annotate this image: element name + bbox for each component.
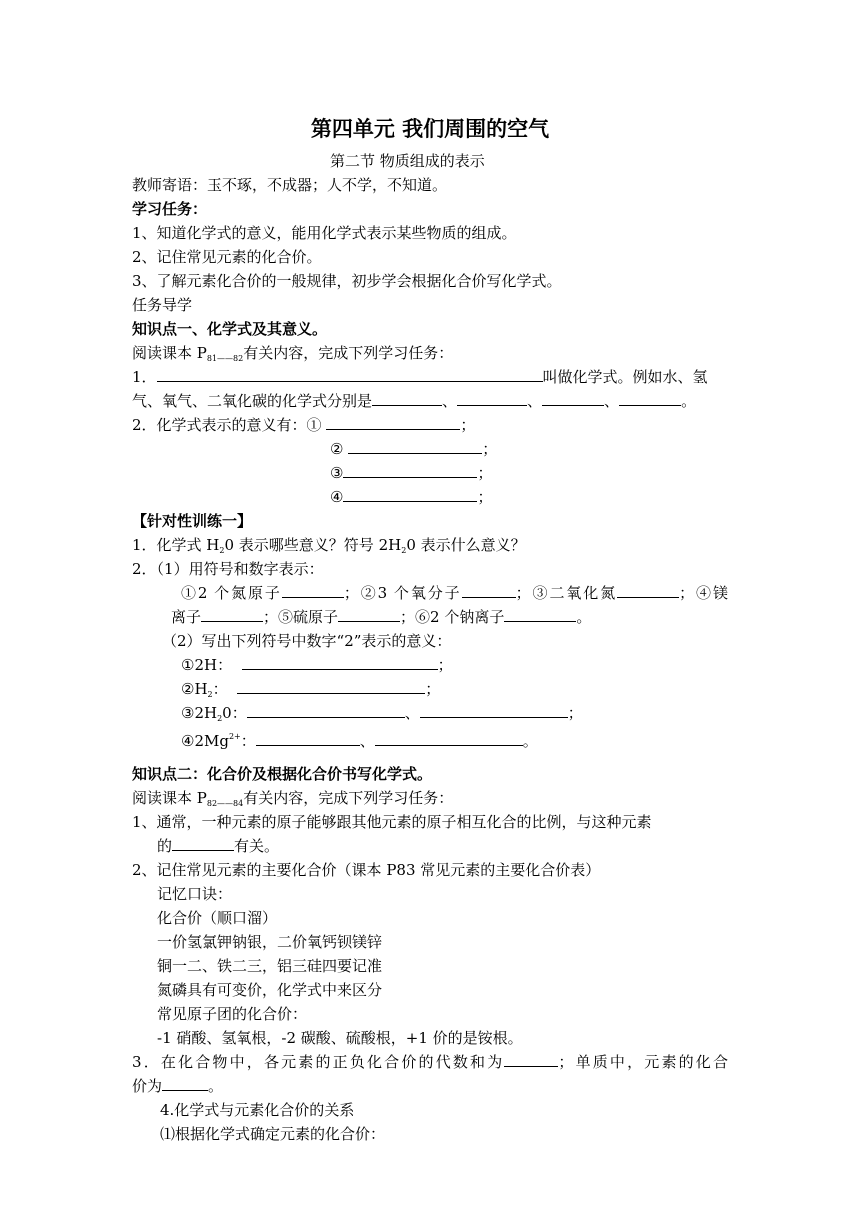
separator: 、 <box>404 704 420 722</box>
question-text: 气、氧气、二氧化碳的化学式分别是 <box>132 392 373 410</box>
item-text: ： <box>212 680 228 698</box>
question-text: 1．化学式 H <box>132 536 220 554</box>
reading-suffix: 有关内容，完成下列学习任务： <box>243 344 454 362</box>
kp2-question-3 <box>132 1051 728 1073</box>
tasks-heading: 学习任务： <box>132 200 208 218</box>
superscript: 2+ <box>228 732 241 741</box>
drill1-question-2: 2．（1）用符号和数字表示： <box>132 560 324 578</box>
question-number: 1． <box>132 368 157 386</box>
item-text: ①2 个氮原子 <box>181 584 282 602</box>
mnemonic-line: 记忆口诀： <box>157 885 233 903</box>
teacher-motto: 教师寄语：玉不琢，不成器；人不学，不知道。 <box>132 176 448 194</box>
answer-blank[interactable] <box>504 1051 558 1067</box>
answer-blank[interactable] <box>172 835 234 851</box>
item-text: ；⑥2 个钠离子 <box>400 608 505 626</box>
item-text: ；⑤硫原子 <box>263 608 339 626</box>
period: 。 <box>576 608 592 626</box>
question-text: 叫做化学式。例如水、氢 <box>542 368 708 386</box>
kp2-heading: 知识点二：化合价及根据化合价书写化学式。 <box>132 765 433 783</box>
answer-blank[interactable] <box>157 366 543 382</box>
drill1-symbol-line-2 <box>171 606 591 628</box>
item-text: ；③二氧化氮 <box>515 584 618 602</box>
item-text: ；②3 个氧分子 <box>343 584 462 602</box>
semicolon: ； <box>425 680 441 698</box>
page-range: 82——84 <box>206 799 244 808</box>
answer-blank[interactable] <box>420 702 568 718</box>
kp2-question-1-cont <box>157 835 279 857</box>
semicolon: ； <box>460 416 476 434</box>
semicolon: ； <box>482 440 498 458</box>
drill1-part-2: （2）写出下列符号中数字“2”表示的意义： <box>162 632 452 650</box>
item-mark: ① <box>306 416 322 434</box>
item-text: ②H <box>181 680 208 698</box>
mnemonic-line: 铜一二、铁二三，铝三硅四要记准 <box>157 957 383 975</box>
mnemonic-line: -1 硝酸、氢氧根，-2 碳酸、硫酸根，+1 价的是铵根。 <box>157 1029 523 1047</box>
question-text: 2．化学式表示的意义有： <box>132 416 307 434</box>
item-text: ： <box>240 732 256 750</box>
page-title: 第四单元 我们周围的空气 <box>310 117 550 141</box>
task-item: 1、知道化学式的意义，能用化学式表示某些物质的组成。 <box>132 224 517 242</box>
item-text: 离子 <box>171 608 202 626</box>
answer-blank[interactable] <box>504 606 576 622</box>
answer-blank[interactable] <box>256 730 360 746</box>
section-subtitle: 第二节 物质组成的表示 <box>330 152 485 170</box>
answer-blank[interactable] <box>282 582 344 598</box>
semicolon: ； <box>437 656 453 674</box>
mnemonic-line: 化合价（顺口溜） <box>157 909 278 927</box>
mnemonic-line: 常见原子团的化合价： <box>157 1005 308 1023</box>
kp1-meaning-2 <box>330 438 497 460</box>
separator: 、 <box>604 392 620 410</box>
item-mark: ③ <box>330 464 344 482</box>
subscript: 2 <box>217 714 223 723</box>
question-text: ；单质中，元素的化合 <box>558 1053 728 1071</box>
answer-blank[interactable] <box>372 390 442 406</box>
answer-blank[interactable] <box>617 582 679 598</box>
answer-blank[interactable] <box>462 582 516 598</box>
task-item: 2、记住常见元素的化合价。 <box>132 248 322 266</box>
period: 。 <box>208 1077 224 1095</box>
kp2-question-2: 2、记住常见元素的主要化合价（课本 P83 常见元素的主要化合价表） <box>132 861 601 879</box>
guide-label: 任务导学 <box>132 296 193 314</box>
drill1-item-2h <box>181 654 453 676</box>
kp1-meaning-3 <box>330 462 492 484</box>
answer-blank[interactable] <box>343 486 477 502</box>
answer-blank[interactable] <box>619 390 681 406</box>
kp1-question-1 <box>132 366 708 388</box>
item-text: ③2H <box>181 704 218 722</box>
subscript: 2 <box>401 546 407 555</box>
drill1-item-2mg <box>181 726 538 752</box>
kp2-question-3-cont <box>132 1075 223 1097</box>
item-text: 0： <box>222 704 247 722</box>
period: 。 <box>522 732 538 750</box>
item-mark: ② <box>330 440 344 458</box>
answer-blank[interactable] <box>542 390 604 406</box>
item-text: ①2H： <box>181 656 233 674</box>
reading-prefix: 阅读课本 P <box>132 344 207 362</box>
kp1-heading: 知识点一、化学式及其意义。 <box>132 320 328 338</box>
separator: 、 <box>359 732 375 750</box>
reading-suffix: 有关内容，完成下列学习任务： <box>243 789 454 807</box>
answer-blank[interactable] <box>457 390 527 406</box>
kp1-meaning-4 <box>330 486 492 508</box>
reading-prefix: 阅读课本 P <box>132 789 207 807</box>
question-text: 3．在化合物中，各元素的正负化合价的代数和为 <box>132 1053 505 1071</box>
kp2-question-1: 1、通常，一种元素的原子能够跟其他元素的原子相互化合的比例，与这种元素 <box>132 813 652 831</box>
answer-blank[interactable] <box>201 606 263 622</box>
semicolon: ； <box>477 464 493 482</box>
item-text: ；④镁 <box>679 584 728 602</box>
answer-blank[interactable] <box>326 414 460 430</box>
kp2-question-4: 4.化学式与元素化合价的关系 <box>160 1101 355 1119</box>
mnemonic-line: 氮磷具有可变价，化学式中来区分 <box>157 981 383 999</box>
separator: 、 <box>527 392 543 410</box>
question-text: 的 <box>157 837 173 855</box>
kp1-question-1-cont <box>132 390 696 412</box>
separator: 、 <box>442 392 458 410</box>
semicolon: ； <box>567 704 583 722</box>
period: 。 <box>681 392 697 410</box>
page-range: 81——82 <box>206 354 244 363</box>
mnemonic-line: 一价氢氯钾钠银，二价氧钙钡镁锌 <box>157 933 383 951</box>
question-text: 0 表示什么意义？ <box>406 536 526 554</box>
kp2-question-4-1: ⑴根据化学式确定元素的化合价： <box>160 1125 386 1143</box>
question-text: 0 表示哪些意义？符号 2H <box>224 536 402 554</box>
answer-blank[interactable] <box>375 730 523 746</box>
subscript: 2 <box>207 690 213 699</box>
kp1-question-2 <box>132 414 475 436</box>
answer-blank[interactable] <box>247 702 405 718</box>
question-text: 有关。 <box>234 837 280 855</box>
answer-blank[interactable] <box>242 654 438 670</box>
answer-blank[interactable] <box>162 1075 208 1091</box>
answer-blank[interactable] <box>348 438 482 454</box>
item-text: ④2Mg <box>181 732 229 750</box>
question-text: 价为 <box>132 1077 163 1095</box>
drill1-symbol-line-1 <box>181 582 728 604</box>
subscript: 2 <box>219 546 225 555</box>
drill1-heading: 【针对性训练一】 <box>132 512 253 530</box>
answer-blank[interactable] <box>338 606 400 622</box>
semicolon: ； <box>477 488 493 506</box>
answer-blank[interactable] <box>343 462 477 478</box>
answer-blank[interactable] <box>237 678 425 694</box>
task-item: 3、了解元素化合价的一般规律，初步学会根据化合价写化学式。 <box>132 272 562 290</box>
item-mark: ④ <box>330 488 344 506</box>
